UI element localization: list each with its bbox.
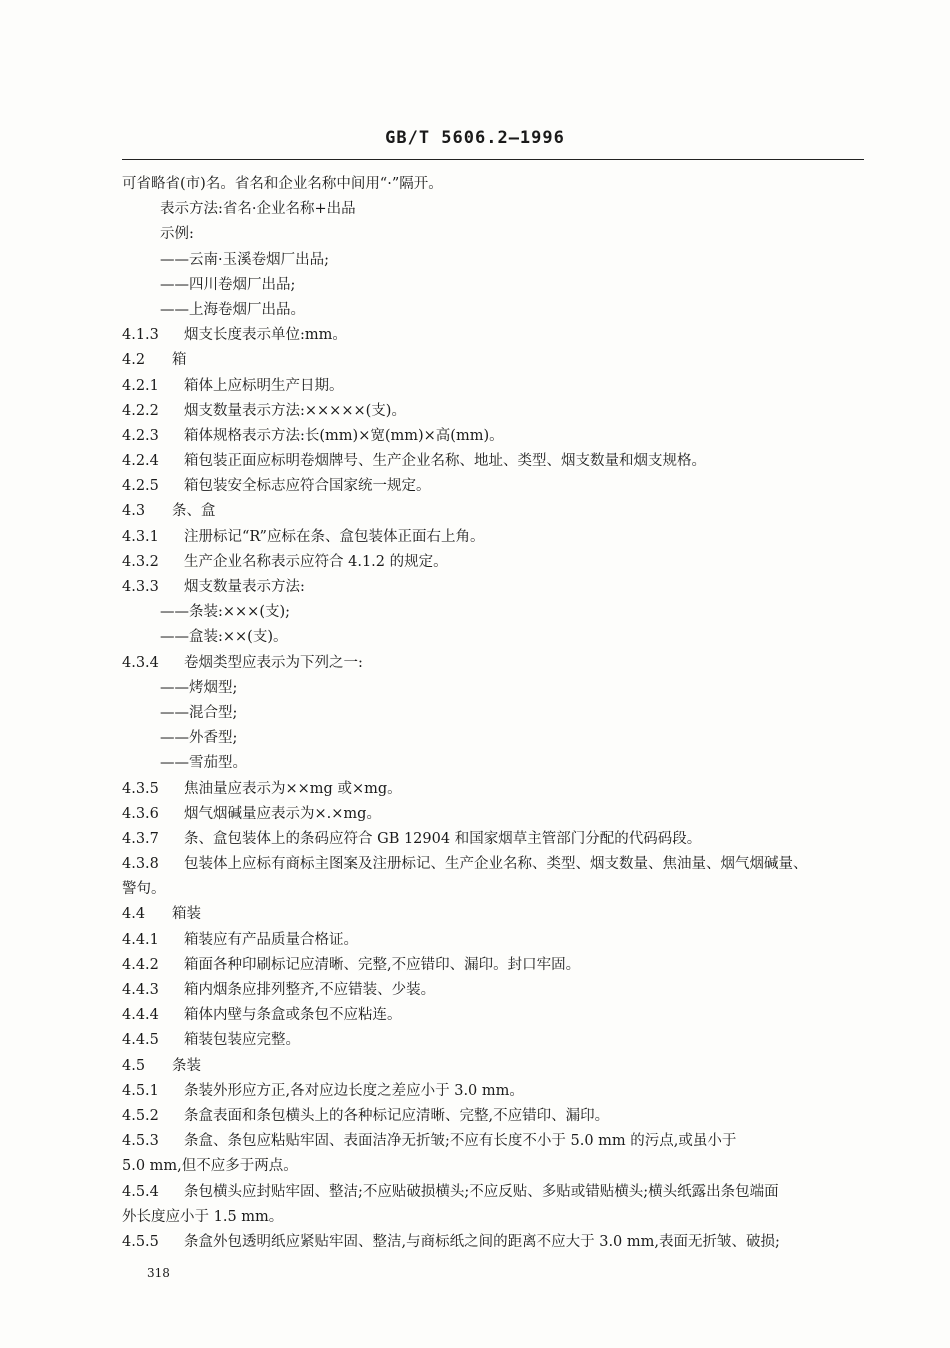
clause-text: 表示方法:省名·企业名称+出品: [160, 201, 356, 218]
clause-number: 4.3.7: [122, 830, 159, 847]
clause-text: 焦油量应表示为××mg 或×mg。: [184, 780, 402, 797]
clause-text: ——烤烟型;: [160, 679, 238, 696]
clause-text: ——外香型;: [160, 730, 238, 747]
clause-text: 条、盒包装体上的条码应符合 GB 12904 和国家烟草主管部门分配的代码码段。: [184, 830, 702, 847]
text-line: [122, 248, 864, 273]
text-line: [122, 928, 864, 953]
text-line: [122, 172, 864, 197]
clause-text: ——盒装:××(支)。: [160, 629, 288, 646]
clause-number: 4.2.2: [122, 402, 159, 419]
clause-text: 条盒外包透明纸应紧贴牢固、整洁,与商标纸之间的距离不应大于 3.0 mm,表面无折皱、破损;: [184, 1233, 780, 1250]
text-line: [122, 525, 864, 550]
clause-number: 4.2.1: [122, 377, 159, 394]
clause-text: ——四川卷烟厂出品;: [160, 276, 296, 293]
text-line: [122, 1028, 864, 1053]
clause-number: 4.3: [122, 503, 146, 520]
clause-text: 条盒表面和条包横头上的各种标记应清晰、完整,不应错印、漏印。: [184, 1107, 610, 1124]
clause-text: 警句。: [122, 881, 166, 898]
clause-text: 条包横头应封贴牢固、整洁;不应贴破损横头;不应反贴、多贴或错贴横头;横头纸露出条包端面: [184, 1183, 779, 1200]
clause-text: 箱: [172, 352, 187, 369]
text-line: [122, 499, 864, 524]
clause-text: 箱装: [172, 906, 201, 923]
text-line: [122, 625, 864, 650]
text-line: [122, 1079, 864, 1104]
clause-number: 4.3.4: [122, 654, 159, 671]
clause-number: 4.5.5: [122, 1233, 159, 1250]
text-line: [122, 777, 864, 802]
clause-number: 4.2.3: [122, 427, 159, 444]
text-line: [122, 474, 864, 499]
text-line: [122, 197, 864, 222]
clause-text: 箱装应有产品质量合格证。: [184, 931, 358, 948]
clause-text: 生产企业名称表示应符合 4.1.2 的规定。: [184, 553, 448, 570]
text-line: [122, 701, 864, 726]
clause-text: 烟支数量表示方法:×××××(支)。: [184, 402, 406, 419]
document-body: [122, 172, 864, 1255]
text-line: [122, 298, 864, 323]
clause-number: 4.3.2: [122, 553, 159, 570]
text-line: [122, 978, 864, 1003]
text-line: [122, 827, 864, 852]
clause-text: 卷烟类型应表示为下列之一:: [184, 654, 363, 671]
clause-text: 包装体上应标有商标主图案及注册标记、生产企业名称、类型、烟支数量、焦油量、烟气烟碱量、: [184, 856, 808, 873]
clause-number: 4.5.2: [122, 1107, 159, 1124]
clause-text: 箱体内壁与条盒或条包不应粘连。: [184, 1007, 402, 1024]
clause-text: 5.0 mm,但不应多于两点。: [122, 1158, 298, 1175]
clause-number: 4.4.5: [122, 1032, 159, 1049]
clause-text: 箱体规格表示方法:长(mm)×宽(mm)×高(mm)。: [184, 427, 504, 444]
clause-text: ——云南·玉溪卷烟厂出品;: [160, 251, 329, 268]
text-line: [122, 1180, 864, 1205]
text-line: [122, 902, 864, 927]
text-line: [122, 877, 864, 902]
text-line: [122, 1054, 864, 1079]
clause-number: 4.3.8: [122, 856, 159, 873]
text-line: [122, 600, 864, 625]
page-number: 318: [147, 1266, 170, 1280]
clause-text: ——条装:×××(支);: [160, 604, 291, 621]
text-line: [122, 348, 864, 373]
text-line: [122, 374, 864, 399]
text-line: [122, 953, 864, 978]
clause-number: 4.4.1: [122, 931, 159, 948]
text-line: [122, 323, 864, 348]
clause-number: 4.2: [122, 352, 146, 369]
text-line: [122, 1154, 864, 1179]
text-line: [122, 1003, 864, 1028]
clause-text: ——混合型;: [160, 704, 238, 721]
clause-text: 箱面各种印刷标记应清晰、完整,不应错印、漏印。封口牢固。: [184, 956, 581, 973]
text-line: [122, 726, 864, 751]
clause-number: 4.4.3: [122, 982, 159, 998]
clause-text: 箱体上应标明生产日期。: [184, 377, 344, 394]
page-header: GB/T 5606.2—1996: [385, 128, 565, 148]
text-line: [122, 273, 864, 298]
clause-number: 4.4.2: [122, 956, 159, 973]
clause-text: 箱装包装应完整。: [184, 1032, 300, 1049]
clause-number: 4.3.3: [122, 579, 159, 595]
clause-text: 烟气烟碱量应表示为×.×mg。: [184, 805, 381, 822]
clause-number: 4.4: [122, 906, 146, 923]
clause-number: 4.1.3: [122, 327, 159, 344]
clause-text: 烟支长度表示单位:mm。: [184, 327, 347, 344]
text-line: [122, 802, 864, 827]
clause-number: 4.2.4: [122, 453, 159, 470]
clause-text: 条盒、条包应粘贴牢固、表面洁净无折皱;不应有长度不小于 5.0 mm 的污点,或虽小于: [184, 1133, 737, 1150]
clause-number: 4.4.4: [122, 1007, 159, 1024]
clause-text: 条装: [172, 1057, 201, 1074]
clause-text: 条、盒: [172, 503, 216, 520]
text-line: [122, 222, 864, 247]
clause-number: 4.5.1: [122, 1082, 159, 1099]
clause-text: ——雪茄型。: [160, 755, 247, 772]
clause-number: 4.3.1: [122, 528, 159, 545]
text-line: [122, 1129, 864, 1154]
clause-text: ——上海卷烟厂出品。: [160, 301, 305, 318]
text-line: [122, 399, 864, 424]
clause-number: 4.5.4: [122, 1183, 159, 1200]
clause-number: 4.5.3: [122, 1133, 159, 1150]
text-line: [122, 1230, 864, 1255]
clause-text: 可省略省(市)名。省名和企业名称中间用“·”隔开。: [122, 176, 443, 192]
text-line: [122, 575, 864, 600]
clause-number: 4.3.6: [122, 805, 159, 822]
clause-text: 箱包装安全标志应符合国家统一规定。: [184, 478, 431, 495]
clause-text: 条装外形应方正,各对应边长度之差应小于 3.0 mm。: [184, 1082, 524, 1099]
text-line: [122, 852, 864, 877]
clause-text: 示例:: [160, 226, 194, 243]
text-line: [122, 424, 864, 449]
header-rule: [122, 159, 864, 160]
clause-text: 烟支数量表示方法:: [184, 579, 305, 595]
text-line: [122, 550, 864, 575]
text-line: [122, 449, 864, 474]
text-line: [122, 1205, 864, 1230]
clause-text: 箱包装正面应标明卷烟牌号、生产企业名称、地址、类型、烟支数量和烟支规格。: [184, 453, 706, 470]
text-line: [122, 751, 864, 776]
clause-number: 4.3.5: [122, 780, 159, 797]
text-line: [122, 1104, 864, 1129]
text-line: [122, 651, 864, 676]
clause-number: 4.2.5: [122, 478, 159, 495]
clause-text: 注册标记“R”应标在条、盒包装体正面右上角。: [184, 528, 485, 545]
clause-text: 箱内烟条应排列整齐,不应错装、少装。: [184, 982, 436, 998]
text-line: [122, 676, 864, 701]
clause-number: 4.5: [122, 1057, 146, 1074]
clause-text: 外长度应小于 1.5 mm。: [122, 1208, 284, 1225]
